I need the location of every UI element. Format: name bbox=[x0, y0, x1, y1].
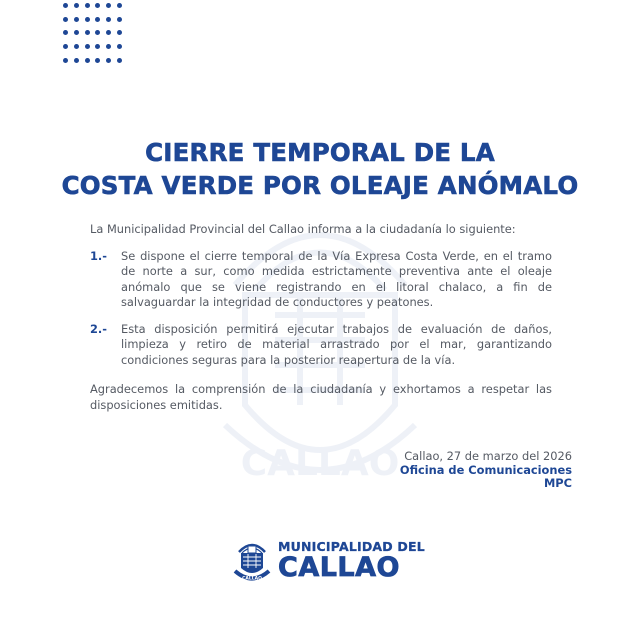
dot bbox=[74, 30, 79, 35]
item-number: 1.- bbox=[90, 248, 107, 263]
dot bbox=[117, 44, 122, 49]
dot bbox=[95, 3, 100, 8]
office-name: Oficina de Comunicaciones bbox=[399, 462, 572, 477]
org-abbrev: MPC bbox=[543, 476, 572, 490]
dot bbox=[117, 3, 122, 8]
dot bbox=[63, 30, 68, 35]
item-number: 2.- bbox=[90, 321, 107, 336]
logo-wordmark bbox=[278, 540, 425, 582]
svg-text:CALLAO: CALLAO bbox=[240, 443, 400, 484]
dot bbox=[74, 58, 79, 63]
dot bbox=[85, 3, 90, 8]
title-line-1: CIERRE TEMPORAL DE LA bbox=[145, 138, 495, 167]
item-text: Se dispone el cierre temporal de la Vía Expresa Costa Verde, en el tramo de norte a sur, como medida estrictamente preventiva ante el oleaje anómalo que se viene registrando en el litoral chalaco, a fin de salvaguardar la integridad de conductores y peatones. bbox=[121, 248, 552, 309]
item-text: Esta disposición permitirá ejecutar trabajos de evaluación de daños, limpieza y retiro de material arrastrado por el mar, garantizando condiciones seguras para la posterior reapertura de la vía. bbox=[121, 321, 552, 367]
dot bbox=[63, 17, 68, 22]
dot bbox=[106, 17, 111, 22]
dot bbox=[63, 3, 68, 8]
dot bbox=[85, 17, 90, 22]
dot bbox=[74, 44, 79, 49]
logo-top-text: MUNICIPALIDAD DEL bbox=[278, 539, 425, 554]
dot bbox=[63, 58, 68, 63]
dot bbox=[117, 58, 122, 63]
callao-crest-icon bbox=[233, 538, 271, 584]
dot bbox=[106, 30, 111, 35]
dot bbox=[95, 17, 100, 22]
dot bbox=[117, 17, 122, 22]
dot bbox=[85, 44, 90, 49]
list-item-2 bbox=[90, 322, 552, 369]
dot bbox=[85, 58, 90, 63]
dot bbox=[95, 58, 100, 63]
dot bbox=[95, 30, 100, 35]
dot bbox=[106, 3, 111, 8]
announcement-body bbox=[90, 222, 552, 413]
dot bbox=[63, 44, 68, 49]
dot-grid-decoration bbox=[63, 3, 122, 63]
dot bbox=[74, 17, 79, 22]
page-title bbox=[0, 136, 640, 202]
dot bbox=[85, 30, 90, 35]
dot bbox=[117, 30, 122, 35]
place-date: Callao, 27 de marzo del 2026 bbox=[404, 449, 572, 463]
dot bbox=[95, 44, 100, 49]
dot bbox=[106, 44, 111, 49]
intro-text: La Municipalidad Provincial del Callao informa a la ciudadanía lo siguiente: bbox=[90, 222, 516, 236]
dot bbox=[74, 3, 79, 8]
municipality-logo bbox=[233, 538, 425, 584]
list-item-1 bbox=[90, 249, 552, 311]
closing-text: Agradecemos la comprensión de la ciudadanía y exhortamos a respetar las disposiciones emitidas. bbox=[90, 382, 552, 412]
title-line-2: COSTA VERDE POR OLEAJE ANÓMALO bbox=[61, 171, 579, 200]
logo-bottom-text: CALLAO bbox=[278, 552, 400, 583]
dot bbox=[106, 58, 111, 63]
signature-block bbox=[400, 450, 572, 491]
svg-text:CALLAO: CALLAO bbox=[242, 576, 262, 582]
